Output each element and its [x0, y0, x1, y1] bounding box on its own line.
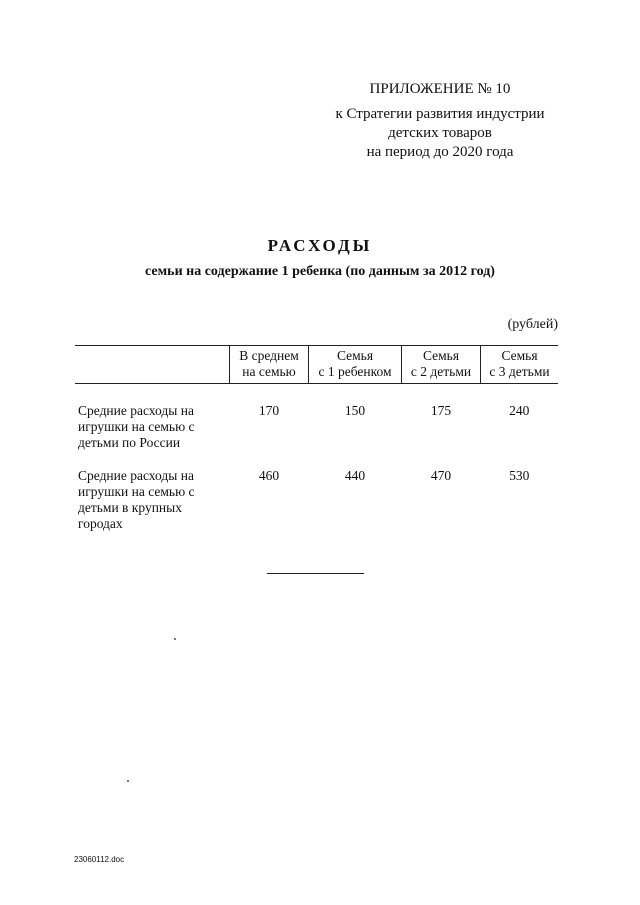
cell-value: 460 [258, 468, 280, 483]
cell-value: 530 [509, 468, 530, 483]
cell-value: 170 [258, 403, 280, 418]
expenses-table [75, 345, 558, 532]
cell-value: 470 [430, 468, 452, 483]
header-family-1-child: Семья с 1 ребенком [309, 346, 402, 384]
cell-value: 240 [509, 403, 530, 418]
header-average-per-family: В среднем на семью [230, 346, 309, 384]
header-blank-cell [75, 346, 230, 384]
cell-value: 175 [430, 403, 452, 418]
table-row [75, 451, 558, 532]
appendix-line-3: на период до 2020 года [366, 144, 514, 160]
appendix-block [320, 80, 560, 162]
header-family-2-children: Семья с 2 детьми [402, 346, 481, 384]
end-divider [267, 573, 364, 574]
file-name-footer: 23060112.doc [74, 855, 125, 864]
appendix-title: ПРИЛОЖЕНИЕ № 10 [369, 81, 511, 97]
table-header-row [75, 346, 558, 384]
scan-speck [127, 780, 129, 782]
row-label-russia: Средние расходы на игрушки на семью с детьми по России [78, 403, 195, 450]
units-label: (рублей) [507, 317, 558, 332]
header-family-3-children: Семья с 3 детьми [481, 346, 559, 384]
cell-value: 440 [344, 468, 366, 483]
document-subtitle: семьи на содержание 1 ребенка (по данным за 2012 год) [145, 264, 495, 279]
appendix-line-2: детских товаров [388, 125, 492, 141]
appendix-line-1: к Стратегии развития индустрии [335, 106, 545, 122]
row-label-large-cities: Средние расходы на игрушки на семью с детьми в крупных городах [78, 468, 195, 531]
scan-speck [174, 638, 176, 640]
document-title: РАСХОДЫ [267, 236, 373, 255]
cell-value: 150 [344, 403, 366, 418]
document-heading [0, 236, 640, 280]
table-row [75, 384, 558, 452]
